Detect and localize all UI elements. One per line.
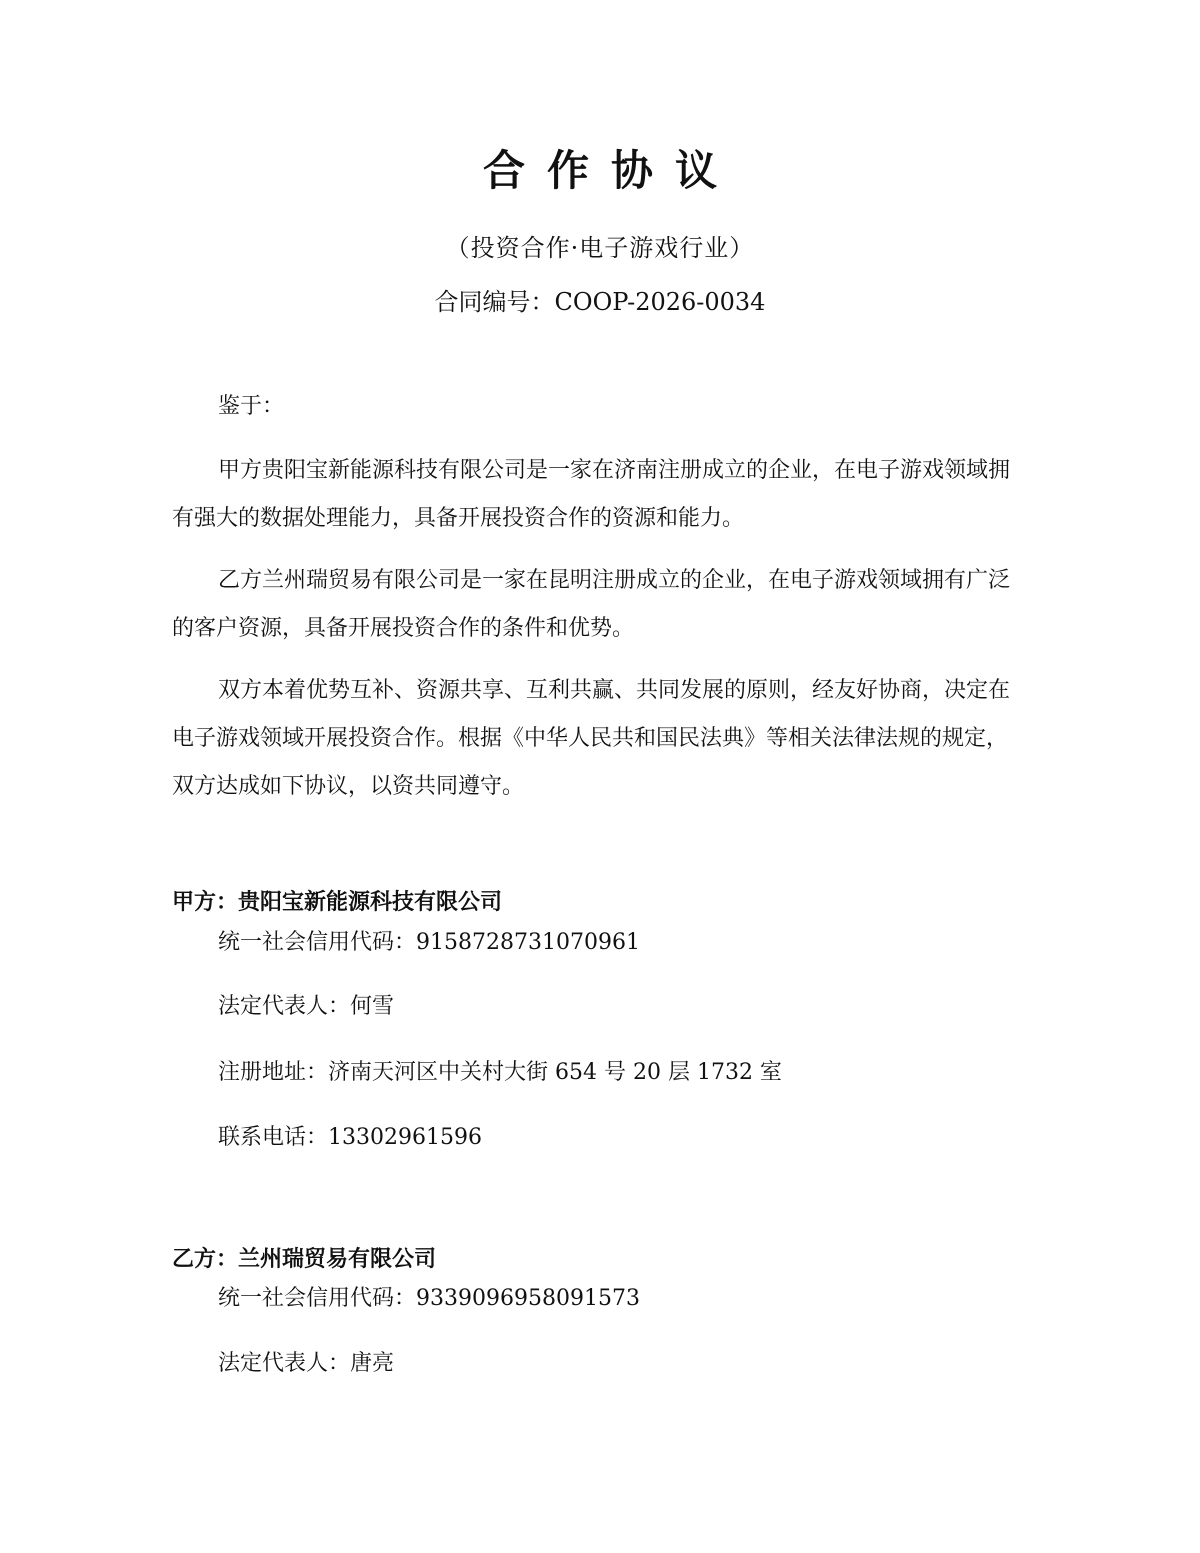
document-subtitle: （投资合作·电子游戏行业） xyxy=(445,234,755,262)
whereas-label: 鉴于： xyxy=(218,394,285,419)
recital-agreement: 双方本着优势互补、资源共享、互利共赢、共同发展的原则，经友好协商，决定在电子游戏领域开展投资合作。根据《中华人民共和国民法典》等相关法律法规的规定，双方达成如下协议，以资共同遵守。 xyxy=(172,678,1011,799)
party-a-credit-code: 统一社会信用代码：9158728731070961 xyxy=(218,930,640,955)
party-a-heading: 甲方：贵阳宝新能源科技有限公司 xyxy=(172,890,503,915)
party-a-address: 注册地址：济南天河区中关村大街 654 号 20 层 1732 室 xyxy=(218,1060,782,1085)
party-b-legal-rep: 法定代表人：唐亮 xyxy=(218,1351,395,1376)
recital-party-b: 乙方兰州瑞贸易有限公司是一家在昆明注册成立的企业，在电子游戏领域拥有广泛的客户资源，具备开展投资合作的条件和优势。 xyxy=(172,568,1011,641)
party-a-phone: 联系电话：13302961596 xyxy=(218,1125,482,1150)
party-b-heading: 乙方：兰州瑞贸易有限公司 xyxy=(172,1247,437,1272)
party-a-legal-rep: 法定代表人：何雪 xyxy=(218,994,395,1019)
recital-party-a: 甲方贵阳宝新能源科技有限公司是一家在济南注册成立的企业，在电子游戏领域拥有强大的数据处理能力，具备开展投资合作的资源和能力。 xyxy=(172,458,1011,531)
document-title: 合作协议 xyxy=(482,146,739,195)
party-b-credit-code: 统一社会信用代码：9339096958091573 xyxy=(218,1286,640,1311)
contract-number: 合同编号：COOP-2026-0034 xyxy=(434,288,766,316)
